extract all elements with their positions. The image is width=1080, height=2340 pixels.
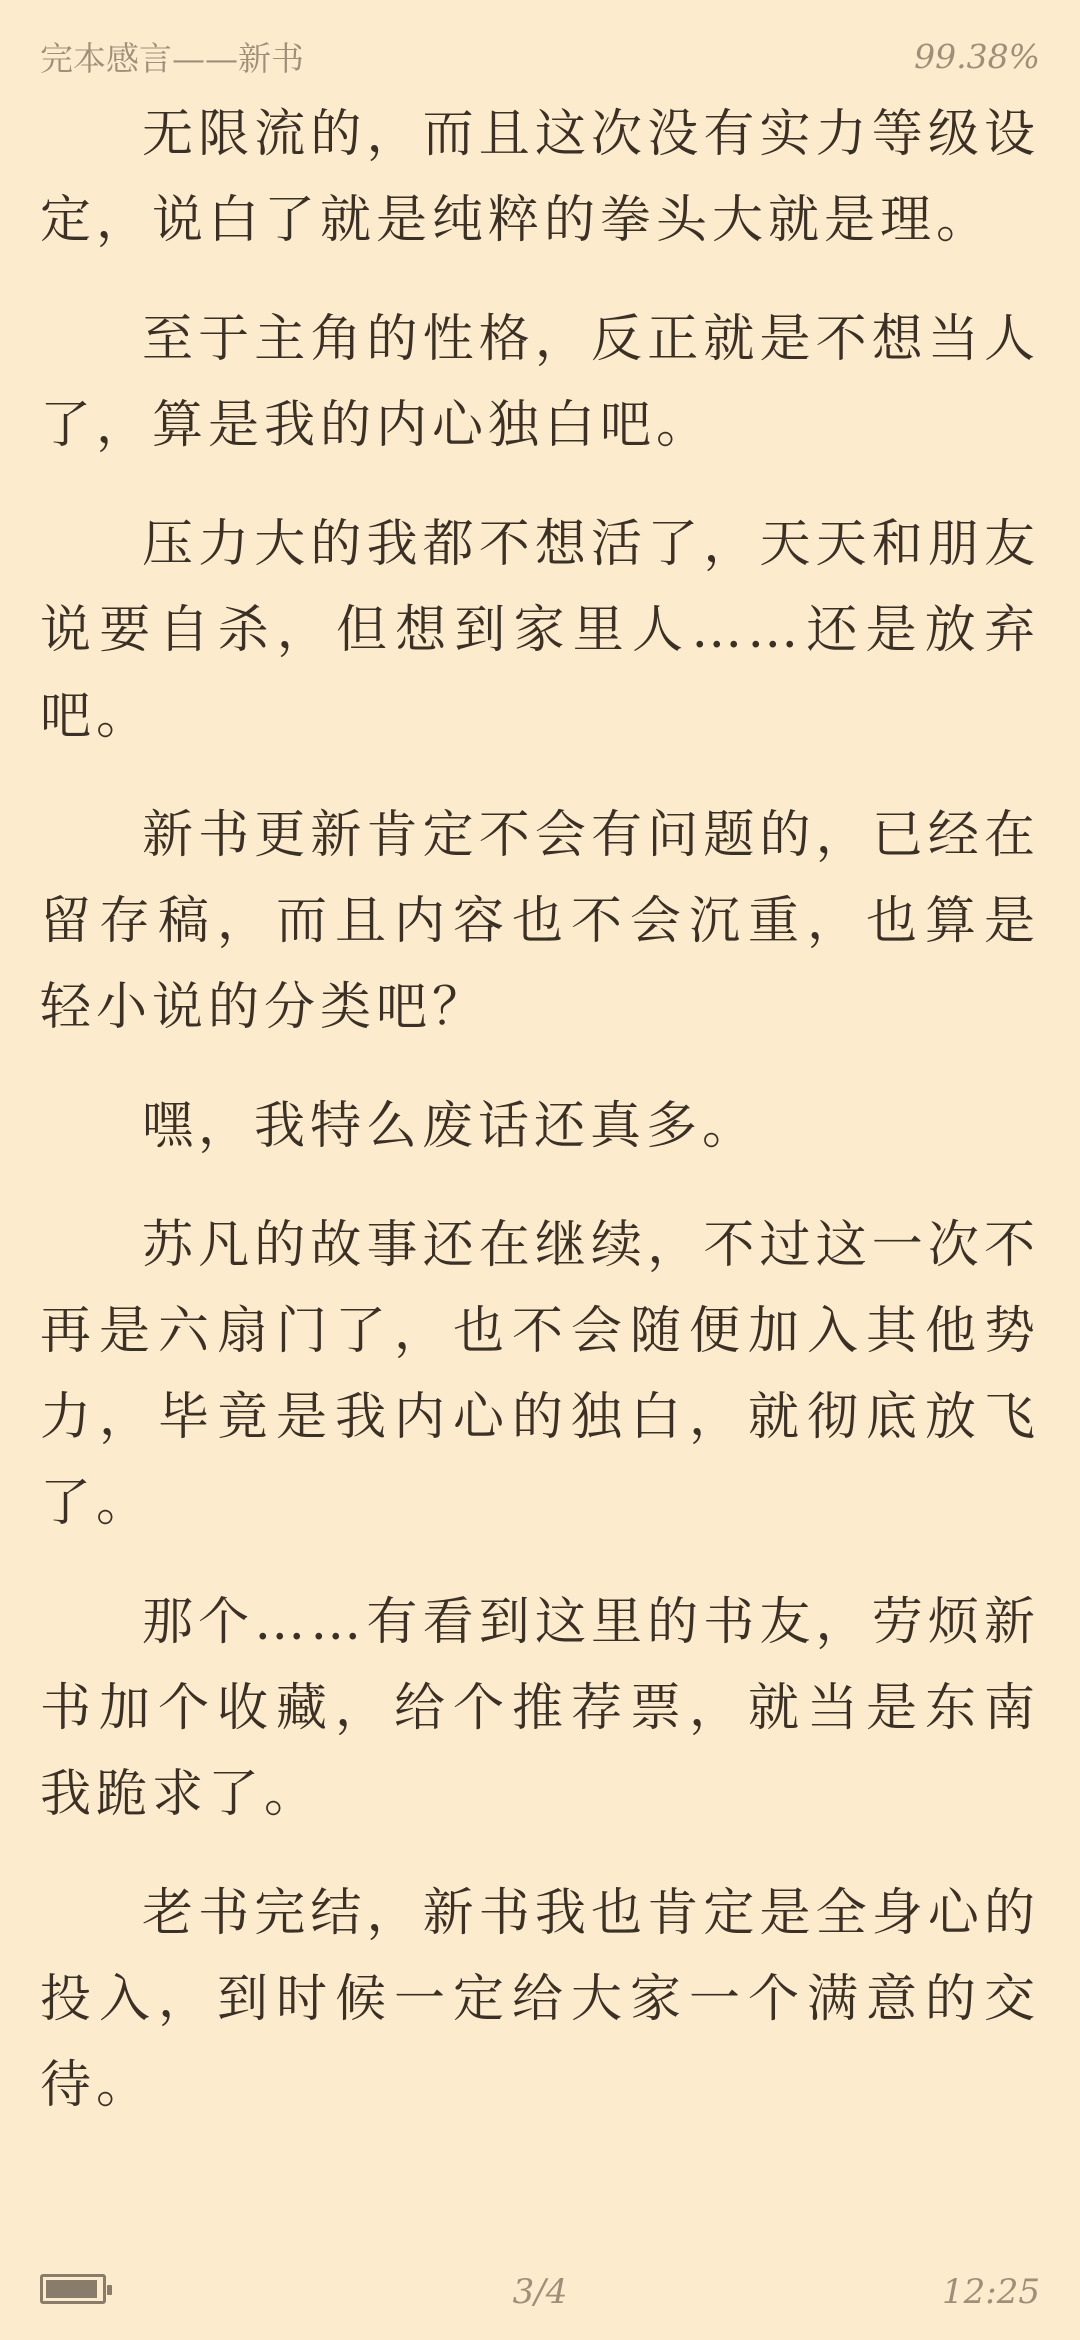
paragraph: 老书完结，新书我也肯定是全身心的投入，到时候一定给大家一个满意的交待。 — [40, 1884, 1040, 2115]
paragraph: 新书更新肯定不会有问题的，已经在留存稿，而且内容也不会沉重，也算是轻小说的分类吧？ — [40, 806, 1040, 1037]
clock-time: 12:25 — [942, 2272, 1040, 2312]
page-indicator: 3/4 — [512, 2272, 568, 2312]
paragraph: 压力大的我都不想活了，天天和朋友说要自杀，但想到家里人……还是放弃吧。 — [40, 515, 1040, 746]
reader-header — [40, 28, 1040, 84]
chapter-title: 完本感言——新书 — [40, 38, 304, 78]
paragraph: 那个……有看到这里的书友，劳烦新书加个收藏，给个推荐票，就当是东南我跪求了。 — [40, 1593, 1040, 1824]
paragraph: 苏凡的故事还在继续，不过这一次不再是六扇门了，也不会随便加入其他势力，毕竟是我内心的独白，就彻底放飞了。 — [40, 1216, 1040, 1533]
paragraph: 嘿，我特么废话还真多。 — [142, 1097, 759, 1156]
chapter-text — [40, 92, 1040, 2162]
paragraph: 至于主角的性格，反正就是不想当人了，算是我的内心独白吧。 — [40, 310, 1040, 455]
paragraph: 无限流的，而且这次没有实力等级设定，说白了就是纯粹的拳头大就是理。 — [40, 105, 1040, 250]
reading-progress: 99.38% — [914, 36, 1040, 76]
reader-footer — [40, 2262, 1040, 2322]
